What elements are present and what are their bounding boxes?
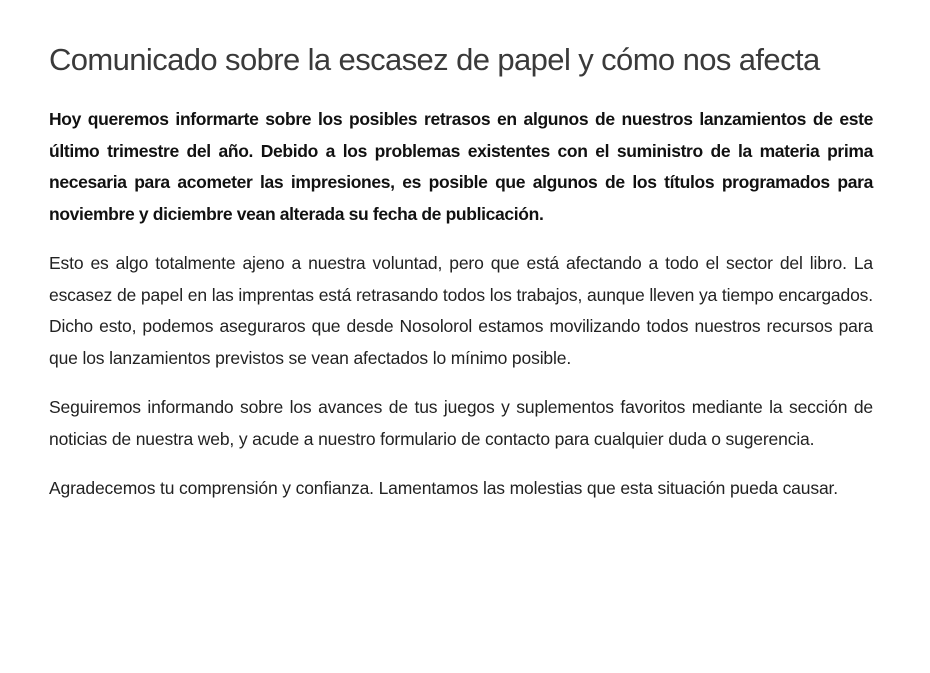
article-lead-paragraph: Hoy queremos informarte sobre los posibles retrasos en algunos de nuestros lanzamientos de este último trimestre del año. Debido a los problemas existentes con el suministro de la materia prima necesaria para acometer las impresiones, es posible que algunos de los títulos programados para noviembre y diciembre vean alterada su fecha de publicación.	[49, 109, 873, 224]
article-paragraph-3: Seguiremos informando sobre los avances de tus juegos y suplementos favoritos mediante la sección de noticias de nuestra web, y acude a nuestro formulario de contacto para cualquier duda o sugerencia.	[49, 397, 873, 449]
article-paragraph-4: Agradecemos tu comprensión y confianza. Lamentamos las molestias que esta situación pueda causar.	[49, 478, 838, 498]
announcement-article	[49, 38, 873, 523]
article-paragraph-2: Esto es algo totalmente ajeno a nuestra voluntad, pero que está afectando a todo el sector del libro. La escasez de papel en las imprentas está retrasando todos los trabajos, aunque lleven ya tiempo encargados. Dicho esto, podemos aseguraros que desde Nosolorol estamos movilizando todos nuestros recursos para que los lanzamientos previstos se vean afectados lo mínimo posible.	[49, 253, 873, 368]
article-title: Comunicado sobre la escasez de papel y cómo nos afecta	[49, 42, 820, 77]
